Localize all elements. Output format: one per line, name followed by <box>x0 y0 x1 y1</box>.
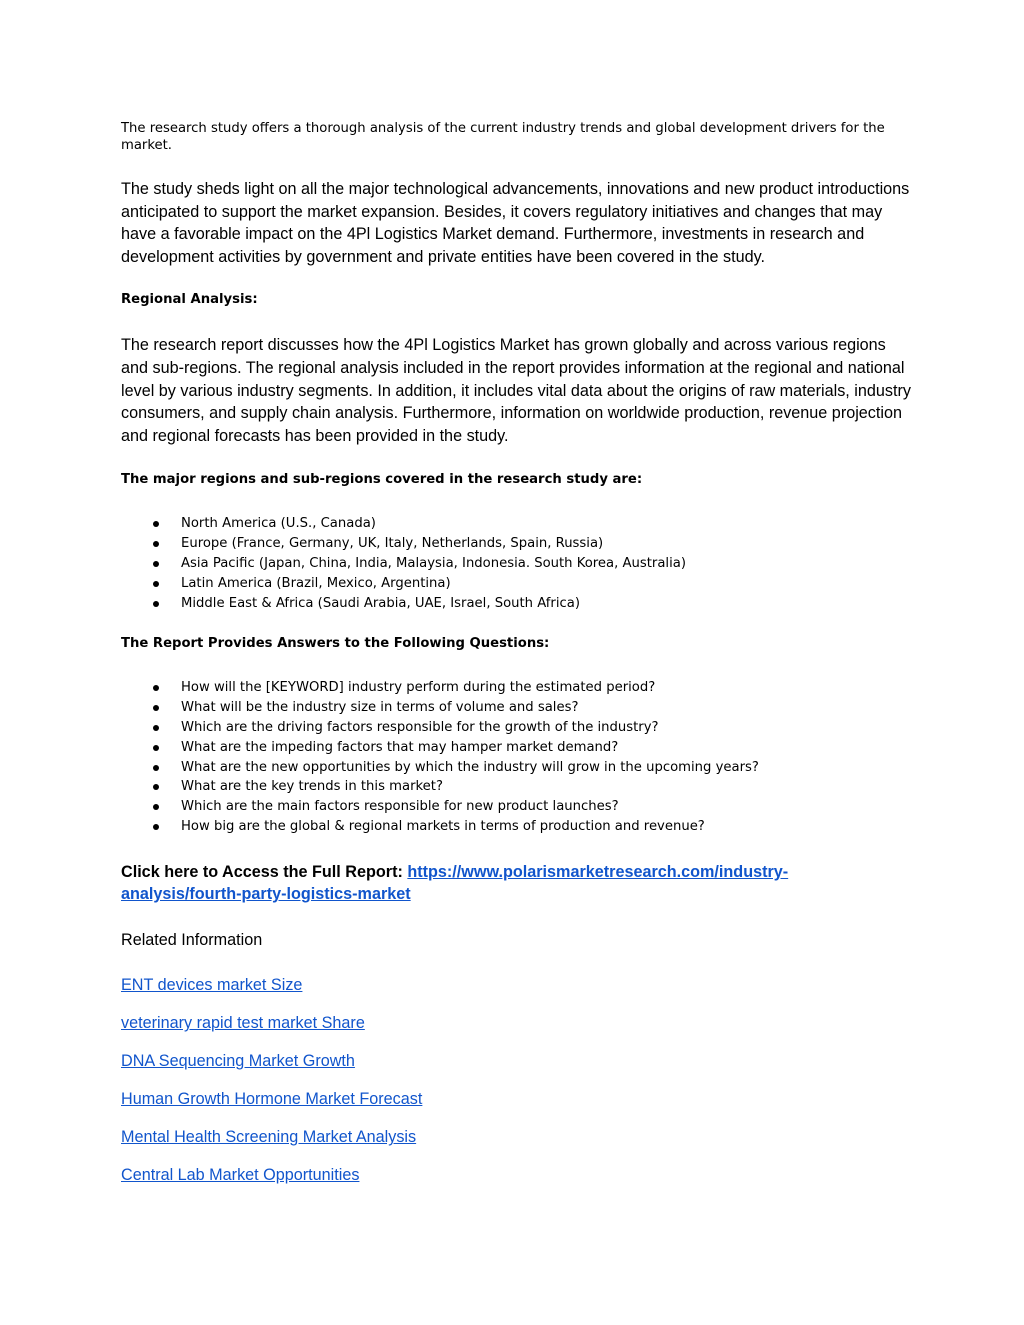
list-item: How will the [KEYWORD] industry perform during the estimated period? <box>121 678 911 698</box>
bullet-icon <box>153 601 159 607</box>
bullet-icon <box>153 804 159 810</box>
full-report-label: Click here to Access the Full Report: <box>121 862 408 881</box>
related-link[interactable]: Central Lab Market Opportunities <box>121 1166 360 1185</box>
bullet-icon <box>153 784 159 790</box>
full-report-link[interactable]: https://www.polarismarketresearch.com/industry- analysis/fourth-party-logistics-market <box>121 862 789 904</box>
regions-heading: The major regions and sub-regions covered in the research study are: <box>121 472 643 488</box>
bullet-icon <box>153 824 159 830</box>
list-item: What will be the industry size in terms of volume and sales? <box>121 698 911 718</box>
bullet-icon <box>153 581 159 587</box>
document-page <box>121 120 911 1186</box>
list-item: What are the new opportunities by which the industry will grow in the upcoming years? <box>121 758 911 778</box>
list-item: Latin America (Brazil, Mexico, Argentina) <box>121 574 911 594</box>
related-link[interactable]: veterinary rapid test market Share <box>121 1014 365 1033</box>
related-link[interactable]: DNA Sequencing Market Growth <box>121 1052 355 1071</box>
list-item: Which are the driving factors responsible for the growth of the industry? <box>121 718 911 738</box>
questions-list <box>121 678 911 836</box>
list-item: Middle East & Africa (Saudi Arabia, UAE, Israel, South Africa) <box>121 594 911 614</box>
related-links-list <box>121 974 911 1186</box>
bullet-icon <box>153 541 159 547</box>
regional-paragraph: The research report discusses how the 4Pl Logistics Market has grown globally and across various regions and sub-regions. The regional analysis included in the report provides information at the regional and national level by various industry segments. In addition, it includes vital data about the origins of raw materials, industry consumers, and supply chain analysis. Furthermore, information on worldwide production, revenue projection and regional forecasts has been provided in the study. <box>121 336 911 445</box>
questions-heading: The Report Provides Answers to the Following Questions: <box>121 636 550 652</box>
bullet-icon <box>153 725 159 731</box>
regions-list <box>121 514 911 613</box>
list-item: How big are the global & regional markets in terms of production and revenue? <box>121 817 911 837</box>
intro-paragraph: The research study offers a thorough analysis of the current industry trends and global development drivers for the market. <box>121 121 885 153</box>
list-item: Which are the main factors responsible for new product launches? <box>121 797 911 817</box>
list-item: Europe (France, Germany, UK, Italy, Netherlands, Spain, Russia) <box>121 534 911 554</box>
related-link[interactable]: Human Growth Hormone Market Forecast <box>121 1090 423 1109</box>
list-item: North America (U.S., Canada) <box>121 514 911 534</box>
list-item: Asia Pacific (Japan, China, India, Malaysia, Indonesia. South Korea, Australia) <box>121 554 911 574</box>
bullet-icon <box>153 561 159 567</box>
technology-paragraph: The study sheds light on all the major technological advancements, innovations and new product introductions anticipated to support the market expansion. Besides, it covers regulatory initiatives and changes that may have a favorable impact on the 4Pl Logistics Market demand. Furthermore, investments in research and development activities by government and private entities have been covered in the study. <box>121 180 910 266</box>
related-link[interactable]: Mental Health Screening Market Analysis <box>121 1128 417 1147</box>
list-item: What are the impeding factors that may hamper market demand? <box>121 738 911 758</box>
bullet-icon <box>153 745 159 751</box>
bullet-icon <box>153 705 159 711</box>
related-information-heading: Related Information <box>121 930 263 949</box>
bullet-icon <box>153 521 159 527</box>
regional-analysis-heading: Regional Analysis: <box>121 292 258 308</box>
related-link[interactable]: ENT devices market Size <box>121 976 303 995</box>
full-report-cta <box>121 861 911 906</box>
list-item: What are the key trends in this market? <box>121 777 911 797</box>
bullet-icon <box>153 685 159 691</box>
bullet-icon <box>153 765 159 771</box>
